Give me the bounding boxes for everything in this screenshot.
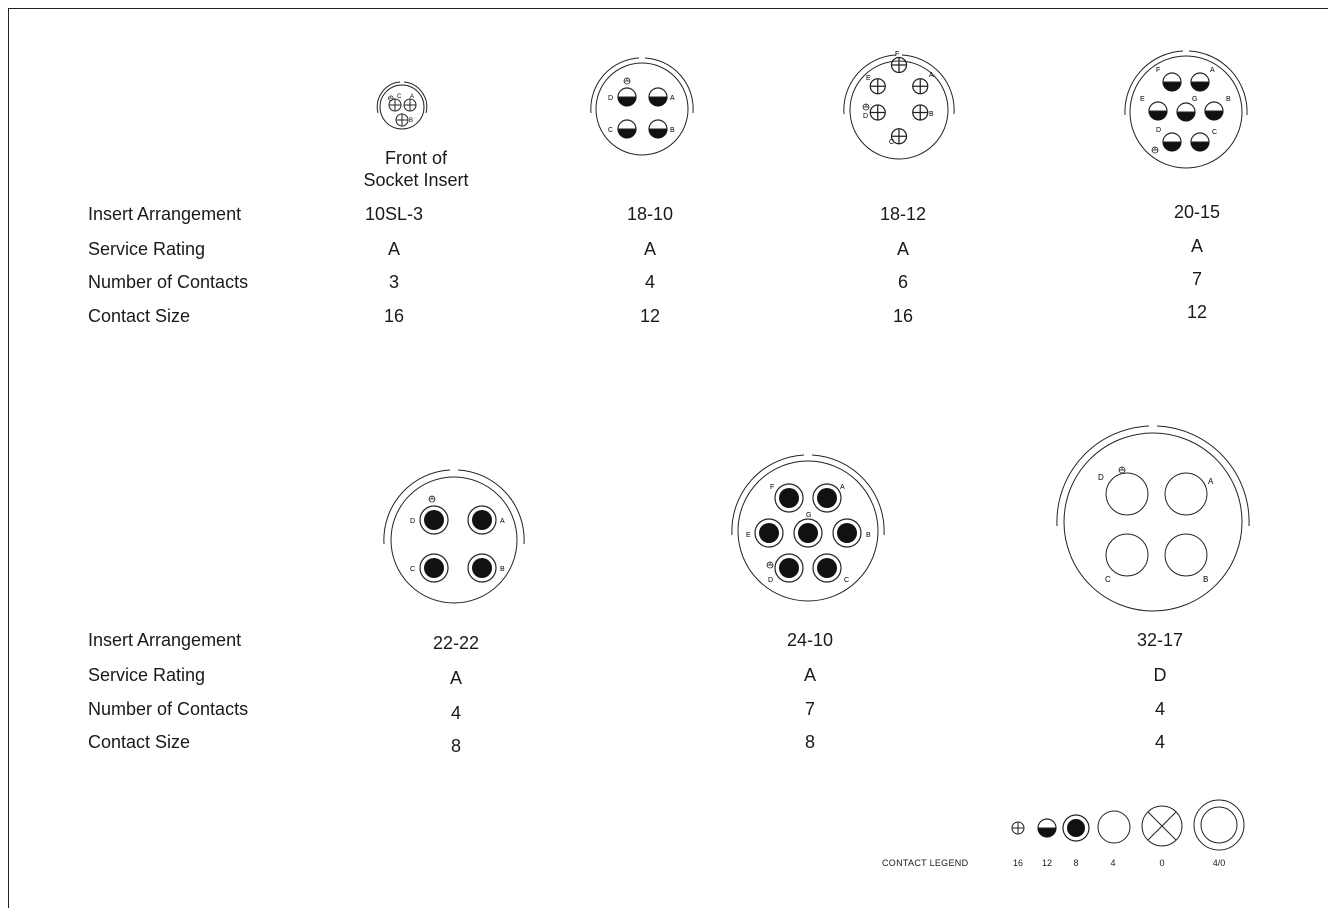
svg-text:G: G [806, 512, 812, 519]
contacts-value: 3 [388, 272, 399, 292]
svg-text:D: D [768, 577, 774, 584]
row-label-insert-arrangement: Insert Arrangement [88, 204, 242, 224]
insert-22-22-drawing [384, 470, 524, 603]
svg-text:D: D [608, 95, 614, 102]
contacts-value: 4 [1154, 699, 1165, 719]
arrangement-value: 20-15 [1173, 202, 1221, 222]
contact-legend-title: CONTACT LEGEND [882, 858, 969, 868]
insert-18-12-drawing [844, 51, 954, 159]
caption-line-2: Socket Insert [363, 170, 469, 190]
socket-insert-caption [336, 147, 496, 191]
legend-size-12: 12 [1041, 858, 1052, 868]
legend-size-4: 4 [1110, 858, 1116, 868]
svg-text:F: F [1156, 67, 1161, 74]
svg-text:B: B [929, 111, 934, 118]
rating-value: A [387, 239, 400, 259]
arrangement-value: 22-22 [432, 633, 480, 653]
svg-text:B: B [1203, 575, 1209, 584]
row-label-service-rating: Service Rating [88, 665, 206, 685]
contacts-value: 7 [1191, 269, 1202, 289]
insert-20-15-drawing [1125, 51, 1247, 168]
contacts-value: 6 [897, 272, 908, 292]
legend-symbol-0 [1142, 806, 1182, 846]
svg-text:A: A [1210, 67, 1215, 74]
legend-size-16: 16 [1012, 858, 1023, 868]
rating-value: A [803, 665, 816, 685]
contacts-value: 7 [804, 699, 815, 719]
svg-text:E: E [866, 75, 871, 82]
rating-value: A [643, 239, 656, 259]
legend-symbol-16 [1012, 822, 1024, 834]
insert-10sl-3-drawing [377, 82, 427, 129]
size-value: 12 [1186, 302, 1208, 322]
row-label-contact-size: Contact Size [88, 306, 191, 326]
svg-text:B: B [1226, 96, 1231, 103]
svg-text:G: G [1192, 96, 1198, 103]
svg-text:B: B [500, 566, 505, 573]
svg-text:E: E [746, 532, 751, 539]
svg-text:A: A [670, 95, 675, 102]
rating-value: A [1190, 236, 1203, 256]
size-value: 8 [450, 736, 461, 756]
insert-18-10-drawing [591, 58, 693, 155]
rating-value: A [896, 239, 909, 259]
svg-text:C: C [608, 127, 614, 134]
svg-text:F: F [770, 484, 775, 491]
rating-value: D [1153, 665, 1167, 685]
row-label-insert-arrangement: Insert Arrangement [88, 630, 242, 650]
rating-value: A [449, 668, 462, 688]
svg-text:C: C [1212, 129, 1218, 136]
size-value: 16 [892, 306, 914, 326]
caption-line-1: Front of [384, 148, 448, 168]
legend-symbol-4 [1098, 811, 1130, 843]
insert-24-10-drawing [732, 455, 884, 601]
svg-text:A: A [929, 72, 934, 79]
contacts-value: 4 [644, 272, 655, 292]
row-label-contact-size: Contact Size [88, 732, 191, 752]
size-value: 16 [383, 306, 405, 326]
legend-size-4-0: 4/0 [1212, 858, 1226, 868]
svg-text:D: D [1156, 127, 1162, 134]
row-label-number-of-contacts: Number of Contacts [88, 272, 249, 292]
svg-text:C: C [844, 577, 850, 584]
svg-text:C: C [397, 94, 402, 100]
svg-text:A: A [500, 518, 505, 525]
size-value: 4 [1154, 732, 1165, 752]
legend-symbol-12 [1038, 819, 1056, 837]
legend-symbol-8 [1063, 815, 1089, 841]
svg-text:A: A [840, 484, 845, 491]
arrangement-value: 10SL-3 [364, 204, 424, 224]
arrangement-value: 24-10 [786, 630, 834, 650]
svg-text:D: D [410, 518, 416, 525]
svg-text:A: A [410, 94, 415, 100]
arrangement-value: 18-10 [626, 204, 674, 224]
svg-text:D: D [863, 113, 869, 120]
svg-text:D: D [1098, 473, 1104, 482]
svg-text:E: E [1140, 96, 1145, 103]
arrangement-value: 18-12 [879, 204, 927, 224]
contacts-value: 4 [450, 703, 461, 723]
row-label-number-of-contacts: Number of Contacts [88, 699, 249, 719]
svg-text:C: C [410, 566, 416, 573]
legend-size-8: 8 [1073, 858, 1079, 868]
svg-text:F: F [895, 51, 900, 58]
insert-32-17-drawing [1057, 426, 1249, 611]
row-label-service-rating: Service Rating [88, 239, 206, 259]
svg-text:B: B [866, 532, 871, 539]
legend-symbol-4-0 [1194, 800, 1244, 850]
legend-size-0: 0 [1159, 858, 1165, 868]
svg-text:C: C [889, 139, 895, 146]
arrangement-value: 32-17 [1136, 630, 1184, 650]
size-value: 12 [639, 306, 661, 326]
svg-text:B: B [409, 118, 414, 124]
svg-text:A: A [1208, 477, 1214, 486]
svg-text:B: B [670, 127, 675, 134]
size-value: 8 [804, 732, 815, 752]
svg-text:C: C [1105, 575, 1111, 584]
